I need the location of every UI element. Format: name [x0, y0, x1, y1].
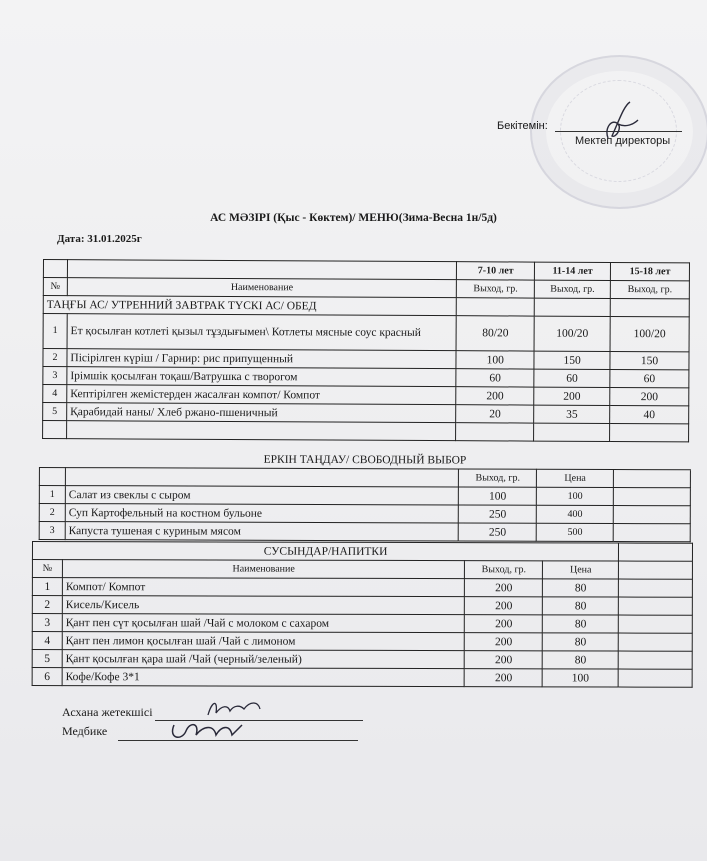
- portion-15-18: 60: [610, 369, 689, 387]
- dish-name: Ірімшік қосылған тоқаш/Ватрушка с творогом: [67, 367, 456, 387]
- price-header: Цена: [543, 561, 619, 579]
- portion-15-18: 150: [610, 351, 689, 369]
- row-number: 3: [32, 614, 62, 632]
- table-row: [32, 596, 692, 616]
- row-number: 1: [32, 578, 62, 596]
- drink-price: 80: [543, 597, 619, 615]
- drink-name: Қант пен сүт қосылған шай /Чай с молоком с сахаром: [62, 614, 465, 633]
- dish-output: 250: [459, 523, 537, 541]
- dish-name: Салат из свеклы с сыром: [65, 486, 458, 505]
- drink-price: 100: [543, 669, 619, 687]
- output-header: Выход, гр.: [465, 561, 543, 579]
- empty-row: [43, 421, 689, 442]
- table-row: [32, 614, 692, 634]
- free-choice-title-row: [39, 450, 690, 470]
- drink-output: 200: [465, 597, 543, 615]
- age-header-15-18: 15-18 лет: [610, 262, 689, 280]
- row-number: 1: [43, 314, 67, 349]
- drink-price: 80: [543, 579, 619, 597]
- dish-output: 250: [459, 505, 537, 523]
- portion-11-14: 60: [534, 369, 610, 387]
- table-row: [43, 314, 689, 352]
- drink-name: Қант пен лимон қосылған шай /Чай с лимоном: [62, 632, 465, 651]
- row-number: 5: [43, 403, 67, 421]
- row-number: 2: [32, 596, 62, 614]
- dish-name: Суп Картофельный на костном бульоне: [65, 504, 458, 523]
- portion-11-14: 200: [534, 387, 610, 405]
- approve-label: Бекітемін:: [497, 120, 548, 132]
- dish-name: Ет қосылған котлеті қызыл тұздығымен\ Котлеты мясные соус красный: [67, 314, 457, 351]
- portion-7-10: 80/20: [456, 316, 534, 351]
- row-number: 2: [43, 349, 67, 367]
- age-header-7-10: 7-10 лет: [457, 262, 535, 280]
- cook-label: Асхана жетекшісі: [62, 705, 153, 719]
- row-number: 4: [32, 632, 62, 650]
- director-label: Мектеп директоры: [575, 135, 671, 147]
- name-header: Наименование: [67, 278, 456, 298]
- row-number: 3: [43, 367, 67, 385]
- drinks-title: СУСЫНДАР/НАПИТКИ: [32, 542, 618, 562]
- main-menu-table: [42, 259, 690, 442]
- dish-name: Кептірілген жемістерден жасалған компот/ Компот: [67, 385, 456, 405]
- portion-7-10: 100: [456, 351, 534, 369]
- drink-output: 200: [465, 669, 543, 687]
- dish-price: 500: [536, 523, 613, 541]
- free-choice-header-row: [39, 468, 690, 488]
- dish-name: Капуста тушеная с куриным мясом: [65, 522, 458, 541]
- portion-11-14: 35: [534, 405, 610, 423]
- drink-name: Компот/ Компот: [62, 578, 465, 597]
- menu-date: Дата: 31.01.2025г: [57, 233, 142, 245]
- portion-7-10: 200: [456, 387, 534, 405]
- dish-output: 100: [459, 487, 537, 505]
- drink-name: Қант қосылған қара шай /Чай (черный/зеленый): [62, 650, 465, 669]
- drink-output: 200: [465, 651, 543, 669]
- drinks-title-row: [32, 542, 692, 562]
- table-row: [39, 522, 690, 542]
- row-number: 6: [32, 668, 62, 686]
- free-choice-title: ЕРКІН ТАҢДАУ/ СВОБОДНЫЙ ВЫБОР: [39, 450, 690, 470]
- table-row: [32, 650, 692, 670]
- name-header: Наименование: [62, 560, 465, 579]
- portion-15-18: 40: [610, 405, 689, 423]
- drink-price: 80: [543, 651, 619, 669]
- staff-signatures: [160, 695, 290, 745]
- portion-7-10: 20: [456, 405, 534, 423]
- table-row: [32, 578, 692, 598]
- row-number: 4: [43, 385, 67, 403]
- num-header: №: [32, 560, 62, 578]
- drinks-header-row: [32, 560, 692, 580]
- drink-name: Кисель/Кисель: [62, 596, 465, 615]
- drink-price: 80: [543, 633, 619, 651]
- table-row: [39, 486, 690, 506]
- portion-7-10: 60: [456, 369, 534, 387]
- portion-15-18: 200: [610, 387, 689, 405]
- output-header: Выход, гр.: [457, 280, 535, 298]
- dish-name: Пісірілген күріш / Гарнир: рис припущенный: [67, 349, 456, 369]
- row-number: 2: [39, 504, 65, 522]
- drink-output: 200: [465, 633, 543, 651]
- portion-11-14: 150: [534, 351, 610, 369]
- drink-price: 80: [543, 615, 619, 633]
- output-header: Выход, гр.: [459, 469, 537, 487]
- price-header: Цена: [537, 469, 614, 487]
- age-header-11-14: 11-14 лет: [535, 262, 611, 280]
- row-number: 3: [39, 522, 65, 540]
- page-title: АС МӘЗІРІ (Қыс - Көктем)/ МЕНЮ(Зима-Весна 1н/5д): [210, 212, 497, 224]
- dish-name: Қарабидай наны/ Хлеб ржано-пшеничный: [67, 403, 456, 423]
- drink-output: 200: [465, 615, 543, 633]
- portion-11-14: 100/20: [534, 316, 610, 351]
- table-row: [39, 504, 690, 524]
- table-row: [32, 632, 692, 652]
- drinks-table: [32, 541, 693, 688]
- nurse-label: Медбике: [62, 724, 108, 738]
- drink-output: 200: [465, 579, 543, 597]
- drink-name: Кофе/Кофе 3*1: [62, 668, 465, 687]
- output-header: Выход, гр.: [535, 280, 611, 298]
- dish-price: 400: [537, 505, 614, 523]
- free-choice-table: [39, 450, 691, 542]
- dish-price: 100: [537, 487, 614, 505]
- meal-section-title: ТАҢҒЫ АС/ УТРЕННИЙ ЗАВТРАК ТҮСКІ АС/ ОБЕД: [43, 296, 456, 316]
- num-header: №: [43, 278, 67, 296]
- portion-15-18: 100/20: [610, 316, 689, 351]
- row-number: 1: [39, 486, 65, 504]
- row-number: 5: [32, 650, 62, 668]
- table-row: [32, 668, 692, 688]
- output-header: Выход, гр.: [610, 280, 689, 298]
